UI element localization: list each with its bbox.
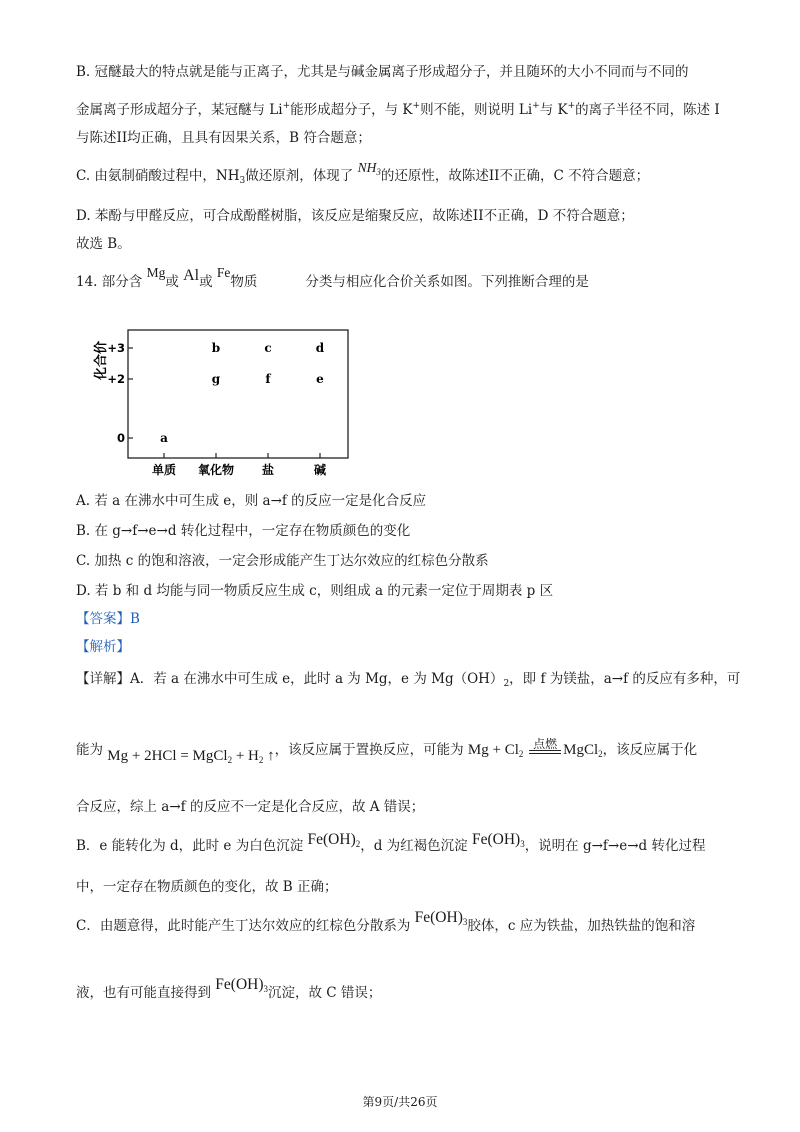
text-fragment: 14. 部分含 — [76, 274, 143, 290]
detail-a-line2 — [76, 737, 698, 765]
detail-a-line3 — [76, 797, 424, 817]
superscript: + — [412, 101, 421, 111]
fe-oh-3-formula: $Fe(OH)_3$ — [215, 976, 269, 994]
detail-c-line2 — [76, 976, 382, 1007]
data-point-b: b — [211, 341, 221, 355]
text-fragment: C. 加热 c 的饱和溶液，一定会形成能产生丁达尔效应的红棕色分散系 — [76, 553, 489, 569]
text-fragment: ，说明在 g→f→e→d 转化过程 — [524, 838, 706, 854]
text-fragment: B. 在 g→f→e→d 转化过程中，一定存在物质颜色的变化 — [76, 523, 411, 539]
page-footer: 第9页/共26页 — [362, 1095, 438, 1109]
text-fragment: 沉淀，故 C 错误； — [268, 985, 382, 1001]
text-fragment: 中，一定存在物质颜色的变化，故 B 正确； — [76, 879, 338, 895]
detail-b-line1 — [76, 831, 706, 860]
text-fragment: 的离子半径不同，陈述 I — [575, 102, 720, 118]
detail-a-line1 — [76, 669, 740, 694]
text-fragment: 合反应，综上 a→f 的反应不一定是化合反应，故 A 错误； — [76, 799, 425, 815]
option-c — [76, 551, 489, 571]
text-fragment: ，该反应属于化 — [602, 742, 698, 758]
text-line — [76, 62, 689, 82]
text-fragment: C. 由氨制硝酸过程中，NH — [76, 168, 240, 184]
y-tick-label: +2 — [107, 372, 125, 386]
x-tick-label: 氧化物 — [197, 463, 235, 476]
element-mg: Mg — [146, 265, 166, 280]
text-fragment: 能形成超分子，与 K — [290, 102, 413, 118]
data-point-f: f — [265, 372, 271, 386]
equation-replacement: Mg + 2HCl = MgCl$_2$ + $H_2$ ↑ — [107, 748, 275, 765]
data-point-d: d — [315, 341, 325, 355]
text-fragment: 胶体，c 应为铁盐，加热铁盐的饱和溶 — [467, 918, 696, 934]
option-b — [76, 521, 410, 541]
text-fragment: 或 — [199, 274, 213, 290]
text-line — [76, 96, 720, 120]
superscript: + — [567, 101, 576, 111]
text-fragment: 与 K — [539, 102, 568, 118]
data-point-a: a — [160, 431, 168, 445]
text-fragment: 【答案】B — [76, 611, 140, 627]
x-tick-label: 碱 — [313, 463, 327, 476]
text-fragment: B．e 能转化为 d，此时 e 为白色沉淀 — [76, 838, 304, 854]
text-line — [76, 160, 650, 191]
superscript: + — [532, 101, 540, 111]
analysis-label — [76, 637, 130, 657]
text-fragment: 金属离子形成超分子，某冠醚与 Li — [76, 102, 283, 118]
option-d — [76, 581, 553, 601]
subscript: 3 — [239, 176, 246, 186]
fe-oh-3-formula: $Fe(OH)_3$ — [414, 909, 468, 927]
text-fragment: ，即 f 为镁盐，a→f 的反应有多种，可 — [509, 671, 741, 687]
text-fragment: D. 苯酚与甲醛反应，可合成酚醛树脂，该反应是缩聚反应，故陈述II不正确，D 不符合题意； — [76, 208, 634, 224]
x-tick-label: 盐 — [261, 463, 275, 476]
element-al: Al — [183, 267, 200, 284]
text-fragment: 的还原性，故陈述II不正确，C 不符合题意； — [380, 168, 650, 184]
text-fragment: 或 — [165, 274, 179, 290]
nh3-formula: $NH_3$ — [357, 160, 381, 177]
x-tick-label: 单质 — [151, 463, 177, 476]
text-fragment: 则不能，则说明 Li — [420, 102, 533, 118]
element-fe: Fe — [216, 265, 231, 280]
detail-b-line2 — [76, 877, 338, 897]
text-fragment: D. 若 b 和 d 均能与同一物质反应生成 c，则组成 a 的元素一定位于周期表 p 区 — [76, 583, 554, 599]
text-fragment: ，该反应属于置换反应，可能为 — [274, 742, 464, 758]
text-fragment: 【详解】A．若 a 在沸水中可生成 e，此时 a 为 Mg，e 为 Mg（OH） — [76, 671, 504, 687]
y-tick-label: +3 — [107, 341, 125, 355]
text-fragment: 物质 — [230, 274, 258, 290]
text-fragment: 【解析】 — [76, 639, 130, 655]
text-fragment: 液，也有可能直接得到 — [76, 985, 211, 1001]
text-fragment: ，d 为红褐色沉淀 — [360, 838, 468, 854]
data-point-g: g — [211, 372, 221, 386]
text-fragment: 故选 B。 — [76, 236, 131, 252]
detail-c-line1 — [76, 909, 696, 940]
data-point-e: e — [316, 372, 324, 386]
text-fragment: 分类与相应化合价关系如图。下列推断合理的是 — [305, 274, 589, 290]
valence-chart — [86, 326, 356, 476]
subscript: 2 — [503, 679, 510, 689]
text-line — [76, 128, 371, 148]
option-a — [76, 491, 426, 511]
y-axis-label: 化合价 — [94, 340, 109, 380]
text-fragment: 做还原剂，体现了 — [245, 168, 354, 184]
text-fragment: 与陈述II均正确，且具有因果关系，B 符合题意； — [76, 130, 371, 146]
fe-oh-2-formula: $Fe(OH)_2$ — [307, 831, 361, 849]
equation-combination: $Mg + Cl_2$ 点燃 MgCl$_2$ — [467, 737, 603, 759]
superscript: + — [282, 101, 291, 111]
y-tick-label: 0 — [116, 431, 125, 445]
text-fragment: 能为 — [76, 742, 103, 758]
fe-oh-3-formula: $Fe(OH)_3$ — [471, 831, 525, 849]
answer-label — [76, 609, 140, 629]
option-b-explanation: B. 冠醚最大的特点就是能与正离子，尤其是与碱金属离子形成超分子，并且随环的大小不同而与不同的 — [76, 64, 689, 80]
data-point-c: c — [264, 341, 272, 355]
question-14-stem — [76, 265, 589, 292]
text-fragment: C．由题意得，此时能产生丁达尔效应的红棕色分散系为 — [76, 918, 411, 934]
text-fragment: A. 若 a 在沸水中可生成 e，则 a→f 的反应一定是化合反应 — [76, 493, 427, 509]
text-line — [76, 206, 634, 226]
text-line — [76, 234, 131, 254]
